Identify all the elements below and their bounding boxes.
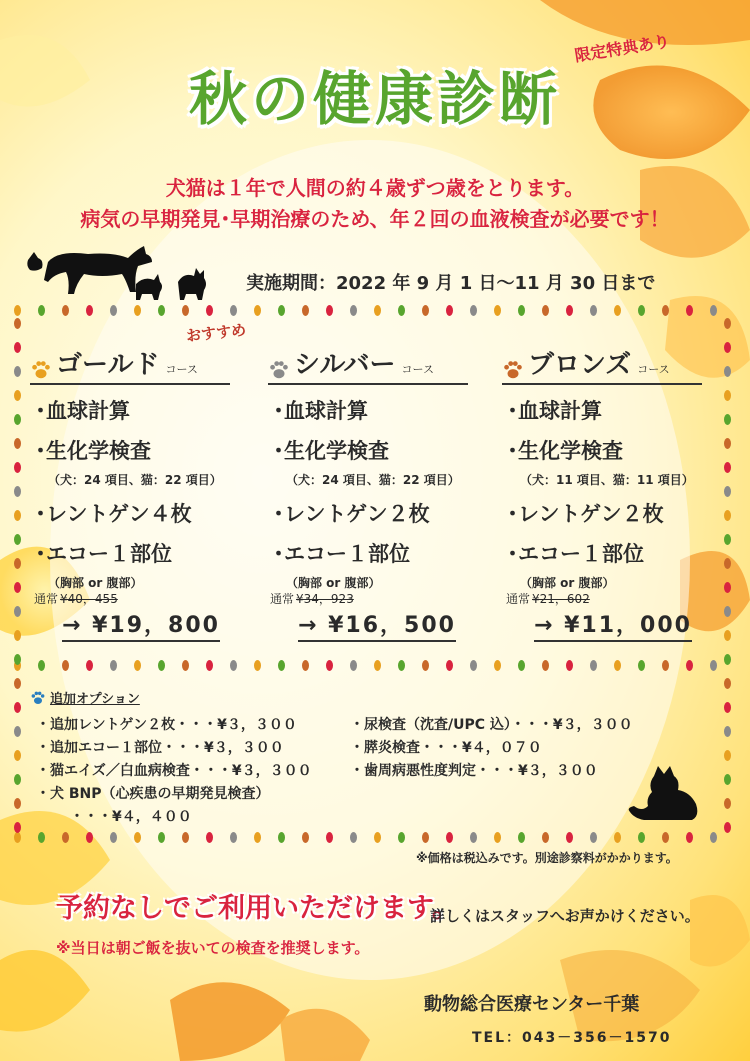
border-dot — [614, 832, 621, 843]
border-dot — [566, 832, 573, 843]
option-item: ・猫エイズ／白血病検査・・・¥３，３００ — [36, 763, 312, 779]
course-item: ・血球計算 — [502, 399, 602, 423]
border-dot — [422, 660, 429, 671]
border-dot — [374, 660, 381, 671]
border-dot — [638, 305, 645, 316]
biochem-note: （犬：11 項目、猫：11 項目） — [520, 473, 694, 487]
border-dot — [14, 798, 21, 809]
border-dot — [110, 305, 117, 316]
border-dot — [182, 305, 189, 316]
border-dot — [14, 702, 21, 713]
border-dot — [302, 305, 309, 316]
border-dot — [14, 414, 21, 425]
option-item: ・尿検査（沈査/UPC 込）・・・¥３，３００ — [350, 717, 633, 733]
course-item: ・エコー１部位 — [268, 542, 410, 566]
border-dot — [326, 832, 333, 843]
intro-line-2: 病気の早期発見･早期治療のため、年２回の血液検査が必要です！ — [80, 207, 670, 231]
clinic-phone: TEL：043－356－1570 — [472, 1030, 672, 1046]
sale-price-bronze: → ¥11，000 — [534, 608, 692, 642]
border-dot — [62, 832, 69, 843]
border-dot — [254, 305, 261, 316]
border-dot — [422, 305, 429, 316]
course-underline — [30, 383, 230, 385]
border-dot — [326, 660, 333, 671]
fasting-note: ※当日は朝ご飯を抜いての検査を推奨します。 — [56, 939, 370, 957]
border-dot — [422, 832, 429, 843]
border-dot — [278, 305, 285, 316]
border-dot — [230, 660, 237, 671]
border-dot — [14, 606, 21, 617]
border-dot — [446, 660, 453, 671]
border-dot — [230, 305, 237, 316]
border-dot — [14, 726, 21, 737]
course-item: ・血球計算 — [30, 399, 130, 423]
border-dot — [494, 832, 501, 843]
course-item: ・生化学検査 — [30, 439, 151, 463]
paw-icon — [502, 359, 524, 381]
border-dot — [14, 366, 21, 377]
border-dot — [724, 654, 731, 665]
sale-price-gold: → ¥19，800 — [62, 608, 220, 642]
border-dot — [350, 832, 357, 843]
page-title: 秋の健康診断 — [188, 65, 561, 133]
border-dot — [542, 305, 549, 316]
border-dot — [302, 832, 309, 843]
border-dot — [724, 606, 731, 617]
dotted-border-middle — [14, 660, 736, 672]
border-dot — [374, 305, 381, 316]
border-dot — [326, 305, 333, 316]
echo-note: （胸部 or 腹部） — [520, 576, 615, 590]
border-dot — [302, 660, 309, 671]
intro-line-1: 犬猫は１年で人間の約４歳ずつ歳をとります。 — [165, 176, 585, 200]
border-dot — [350, 305, 357, 316]
price-footnote: ※価格は税込みです。別途診察料がかかります。 — [416, 851, 678, 865]
border-dot — [724, 774, 731, 785]
border-dot — [158, 305, 165, 316]
border-dot — [724, 798, 731, 809]
border-dot — [14, 305, 21, 316]
border-dot — [374, 832, 381, 843]
paw-icon — [30, 690, 46, 706]
echo-note: （胸部 or 腹部） — [286, 576, 381, 590]
border-dot — [590, 832, 597, 843]
border-dot — [470, 660, 477, 671]
border-dot — [134, 660, 141, 671]
border-dot — [86, 305, 93, 316]
border-dot — [14, 534, 21, 545]
border-dot — [182, 660, 189, 671]
normal-price-bronze: 通常 ¥21，602 — [506, 592, 590, 606]
border-dot — [14, 774, 21, 785]
border-dot — [14, 462, 21, 473]
normal-price-silver: 通常 ¥34，923 — [270, 592, 354, 606]
biochem-note: （犬：24 項目、猫：22 項目） — [48, 473, 222, 487]
border-dot — [710, 660, 717, 671]
border-dot — [724, 630, 731, 641]
border-dot — [14, 832, 21, 843]
border-dot — [518, 660, 525, 671]
course-suffix: コース — [165, 363, 198, 376]
border-dot — [470, 832, 477, 843]
course-underline — [268, 383, 468, 385]
options-title — [30, 688, 140, 707]
border-dot — [14, 438, 21, 449]
option-item: ・歯周病悪性度判定・・・¥３，３００ — [350, 763, 598, 779]
border-dot — [278, 660, 285, 671]
border-dot — [614, 660, 621, 671]
border-dot — [350, 660, 357, 671]
border-dot — [38, 832, 45, 843]
border-dot — [724, 318, 731, 329]
border-dot — [662, 305, 669, 316]
border-dot — [14, 582, 21, 593]
border-dot — [14, 558, 21, 569]
border-dot — [494, 305, 501, 316]
course-silver — [268, 344, 498, 591]
course-item: ・生化学検査 — [502, 439, 623, 463]
border-dot — [542, 832, 549, 843]
border-dot — [230, 832, 237, 843]
course-suffix: コース — [637, 363, 670, 376]
border-dot — [134, 305, 141, 316]
border-dot — [206, 305, 213, 316]
border-dot — [398, 305, 405, 316]
option-item-price: ・・・¥４，４００ — [70, 809, 192, 825]
border-dot — [14, 390, 21, 401]
border-dot — [518, 305, 525, 316]
border-dot — [110, 660, 117, 671]
border-dot — [14, 822, 21, 833]
border-dot — [14, 654, 21, 665]
course-suffix: コース — [401, 363, 434, 376]
course-item: ・エコー１部位 — [30, 542, 172, 566]
border-dot — [446, 832, 453, 843]
border-dot — [14, 750, 21, 761]
border-dot — [542, 660, 549, 671]
border-dot — [14, 510, 21, 521]
border-dot — [446, 305, 453, 316]
clinic-name: 動物総合医療センター千葉 — [424, 994, 640, 1015]
border-dot — [254, 660, 261, 671]
option-item: ・犬 BNP（心疾患の早期発見検査） — [36, 786, 270, 802]
border-dot — [710, 305, 717, 316]
sitting-cat-icon — [624, 762, 704, 822]
border-dot — [590, 305, 597, 316]
course-item: ・レントゲン２枚 — [268, 502, 430, 526]
options-title-text: 追加オプション — [50, 692, 140, 707]
border-dot — [62, 660, 69, 671]
border-dot — [182, 832, 189, 843]
border-dot — [710, 832, 717, 843]
border-dot — [724, 750, 731, 761]
border-dot — [686, 660, 693, 671]
course-name: シルバー — [294, 350, 396, 380]
border-dot — [686, 305, 693, 316]
border-dot — [206, 660, 213, 671]
border-dot — [724, 822, 731, 833]
option-item: ・追加レントゲン２枚・・・¥３，３００ — [36, 717, 297, 733]
dotted-border-bottom — [14, 832, 736, 844]
border-dot — [134, 832, 141, 843]
border-dot — [398, 660, 405, 671]
border-dot — [638, 660, 645, 671]
border-dot — [566, 660, 573, 671]
border-dot — [662, 660, 669, 671]
border-dot — [638, 832, 645, 843]
border-dot — [14, 678, 21, 689]
walkin-message: 予約なしでご利用いただけます。 — [56, 893, 459, 924]
course-item: ・レントゲン４枚 — [30, 502, 192, 526]
cat-silhouettes-icon — [18, 232, 218, 302]
campaign-period: 実施期間：2022 年 9 月 1 日～11 月 30 日まで — [246, 273, 656, 294]
walkin-subtext: 詳しくはスタッフへお声かけください。 — [430, 907, 700, 925]
border-dot — [62, 305, 69, 316]
dotted-border-left — [14, 318, 26, 828]
normal-price-gold: 通常 ¥40，455 — [34, 592, 118, 606]
paw-icon — [268, 359, 290, 381]
course-gold — [30, 344, 260, 591]
border-dot — [86, 832, 93, 843]
border-dot — [14, 342, 21, 353]
course-bronze — [502, 344, 732, 591]
course-item: ・エコー１部位 — [502, 542, 644, 566]
border-dot — [158, 660, 165, 671]
border-dot — [206, 832, 213, 843]
border-dot — [110, 832, 117, 843]
border-dot — [86, 660, 93, 671]
course-name: ブロンズ — [528, 350, 632, 380]
border-dot — [398, 832, 405, 843]
course-underline — [502, 383, 702, 385]
recommend-label: おすすめ — [185, 320, 247, 346]
sale-price-silver: → ¥16，500 — [298, 608, 456, 642]
border-dot — [14, 630, 21, 641]
border-dot — [38, 305, 45, 316]
border-dot — [590, 660, 597, 671]
border-dot — [14, 486, 21, 497]
border-dot — [686, 832, 693, 843]
border-dot — [470, 305, 477, 316]
option-item: ・膵炎検査・・・¥４，０７０ — [350, 740, 542, 756]
border-dot — [494, 660, 501, 671]
course-item: ・レントゲン２枚 — [502, 502, 664, 526]
border-dot — [662, 832, 669, 843]
option-item: ・追加エコー１部位・・・¥３，３００ — [36, 740, 284, 756]
border-dot — [724, 678, 731, 689]
border-dot — [566, 305, 573, 316]
dotted-border-top — [14, 305, 736, 317]
border-dot — [254, 832, 261, 843]
border-dot — [278, 832, 285, 843]
border-dot — [518, 832, 525, 843]
biochem-note: （犬：24 項目、猫：22 項目） — [286, 473, 460, 487]
limited-offer-badge: 限定特典あり — [573, 31, 672, 66]
border-dot — [724, 726, 731, 737]
border-dot — [724, 702, 731, 713]
paw-icon — [30, 359, 52, 381]
course-item: ・生化学検査 — [268, 439, 389, 463]
border-dot — [14, 318, 21, 329]
course-item: ・血球計算 — [268, 399, 368, 423]
border-dot — [158, 832, 165, 843]
border-dot — [614, 305, 621, 316]
course-name: ゴールド — [56, 350, 160, 380]
border-dot — [38, 660, 45, 671]
echo-note: （胸部 or 腹部） — [48, 576, 143, 590]
